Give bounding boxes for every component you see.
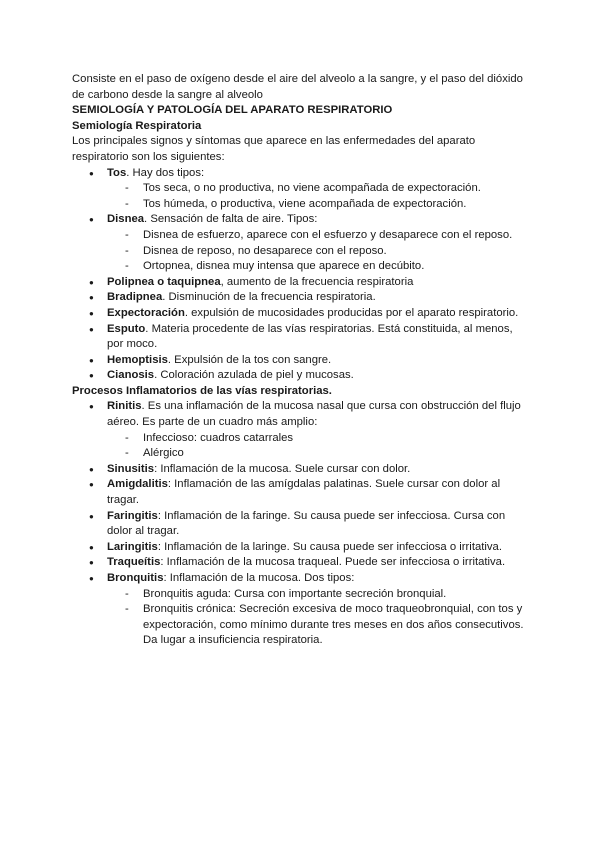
item-text: . Materia procedente de las vías respiratorias. Está constituida, al menos, por moco. (107, 322, 513, 351)
item-term: Traqueítis (107, 556, 161, 569)
sub-list-item: - Disnea de reposo, no desaparece con el reposo. (107, 244, 530, 260)
list-item (72, 399, 530, 461)
item-term: Hemoptisis (107, 353, 168, 366)
item-term: Disnea (107, 213, 145, 226)
item-text: . Hay dos tipos: (126, 166, 205, 179)
list-item (72, 275, 530, 291)
item-term: Faringitis (107, 509, 158, 522)
sub-list-item: - Tos húmeda, o productiva, viene acompañada de expectoración. (107, 197, 530, 213)
item-term: Esputo (107, 322, 146, 335)
list-item (72, 477, 530, 508)
sub-list-item: - Tos seca, o no productiva, no viene acompañada de expectoración. (107, 181, 530, 197)
sub-list-item: - Disnea de esfuerzo, aparece con el esfuerzo y desaparece con el reposo. (107, 228, 530, 244)
item-term: Cianosis (107, 369, 155, 382)
item-term: Bronquitis (107, 572, 164, 584)
item-text: : Inflamación de la laringe. Su causa puede ser infecciosa o irritativa. (157, 540, 502, 553)
item-text: . Coloración azulada de piel y mucosas. (154, 369, 354, 382)
semiologia-heading: Semiología Respiratoria (72, 119, 202, 132)
item-text: , aumento de la frecuencia respiratoria (220, 275, 414, 288)
sub-list-item: - Alérgico (107, 446, 530, 462)
item-term: Sinusitis (107, 462, 155, 475)
sub-list (107, 228, 530, 275)
list-item (72, 322, 530, 353)
sub-list (107, 431, 530, 462)
list-item (72, 306, 530, 322)
semiologia-list (72, 166, 530, 384)
item-text: . expulsión de mucosidades producidas por el aparato respiratorio. (184, 306, 519, 319)
item-text: : Inflamación de la mucosa. Dos tipos: (163, 572, 355, 584)
list-item (72, 571, 530, 649)
document-body (72, 72, 530, 649)
sub-list (107, 181, 530, 212)
item-text: . Es una inflamación de la mucosa nasal que cursa con obstrucción del flujo aéreo. Es parte de un cuadro más amplio: (107, 400, 521, 429)
item-text: . Sensación de falta de aire. Tipos: (144, 213, 318, 226)
main-heading: SEMIOLOGÍA Y PATOLOGÍA DEL APARATO RESPIRATORIO (72, 104, 393, 117)
item-term: Tos (107, 166, 127, 179)
list-item (72, 166, 530, 213)
sub-list-item: - Infeccioso: cuadros catarrales (107, 431, 530, 447)
item-term: Amigdalitis (107, 478, 168, 491)
item-text: : Inflamación de la mucosa traqueal. Puede ser infecciosa o irritativa. (160, 556, 506, 569)
item-term: Rinitis (107, 400, 142, 413)
semiologia-intro: Los principales signos y síntomas que aparece en las enfermedades del aparato respiratorio son los siguientes: (72, 135, 476, 163)
intro-paragraph: Consiste en el paso de oxígeno desde el aire del alveolo a la sangre, y el paso del dióxido de carbono desde la sangre al alveolo (72, 73, 523, 101)
list-item (72, 290, 530, 306)
item-term: Bradipnea (107, 291, 163, 304)
list-item (72, 368, 530, 384)
list-item (72, 509, 530, 540)
sub-list (107, 587, 530, 649)
item-term: Expectoración (107, 306, 185, 319)
item-text: : Inflamación de las amígdalas palatinas. Suele cursar con dolor al tragar. (107, 478, 501, 507)
item-term: Polipnea o taquipnea (107, 275, 221, 288)
list-item (72, 462, 530, 478)
sub-list-item: - Bronquitis crónica: Secreción excesiva de moco traqueobronquial, con tos y expectoración, como mínimo durante tres meses en dos años consecutivos. Da lugar a insuficiencia respiratoria. (107, 602, 530, 649)
list-item (72, 555, 530, 571)
item-text: . Expulsión de la tos con sangre. (167, 353, 332, 366)
item-text: : Inflamación de la mucosa. Suele cursar con dolor. (154, 462, 411, 475)
item-text: . Disminución de la frecuencia respiratoria. (162, 291, 376, 304)
list-item (72, 540, 530, 556)
sub-list-item: - Bronquitis aguda: Cursa con importante secreción bronquial. (107, 587, 530, 603)
item-term: Laringitis (107, 540, 158, 553)
sub-list-item: - Ortopnea, disnea muy intensa que aparece en decúbito. (107, 259, 530, 275)
procesos-list (72, 399, 530, 649)
list-item (72, 212, 530, 274)
procesos-heading: Procesos Inflamatorios de las vías respiratorias. (72, 384, 332, 397)
item-text: : Inflamación de la faringe. Su causa puede ser infecciosa. Cursa con dolor al tragar. (107, 509, 506, 538)
list-item (72, 353, 530, 369)
